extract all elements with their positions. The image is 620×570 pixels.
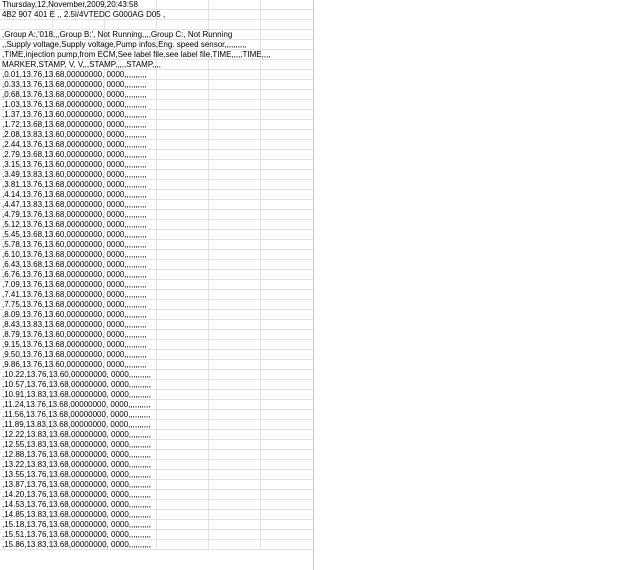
column-gridline	[260, 0, 261, 9]
sheet-row[interactable]	[0, 400, 313, 410]
column-gridline	[208, 300, 209, 309]
column-gridline	[260, 230, 261, 239]
cell-text[interactable]: ,10.57,13.76,13.68,00000000, 0000,,,,,,,,,,	[2, 380, 152, 389]
sheet-row[interactable]	[0, 530, 313, 540]
sheet-row[interactable]	[0, 20, 313, 30]
sheet-row[interactable]	[0, 380, 313, 390]
column-gridline	[208, 340, 209, 349]
column-gridline	[260, 490, 261, 499]
column-gridline	[260, 480, 261, 489]
sheet-row[interactable]	[0, 10, 313, 20]
column-gridline	[156, 70, 157, 79]
sheet-row[interactable]	[0, 500, 313, 510]
column-gridline	[156, 360, 157, 369]
sheet-row[interactable]	[0, 60, 313, 70]
column-gridline	[104, 20, 105, 29]
column-gridline	[260, 180, 261, 189]
cell-text[interactable]: ,9.86,13.76,13.60,00000000, 0000,,,,,,,,,,	[2, 360, 147, 369]
cell-text[interactable]: ,13.55,13.76,13.68,00000000, 0000,,,,,,,,,,	[2, 470, 152, 479]
column-gridline	[208, 390, 209, 399]
sheet-row[interactable]	[0, 350, 313, 360]
column-gridline	[260, 350, 261, 359]
column-gridline	[260, 330, 261, 339]
column-gridline	[156, 440, 157, 449]
column-gridline	[260, 30, 261, 39]
sheet-row[interactable]	[0, 300, 313, 310]
column-gridline	[260, 110, 261, 119]
column-gridline	[260, 210, 261, 219]
sheet-row[interactable]	[0, 480, 313, 490]
column-gridline	[208, 370, 209, 379]
column-gridline	[260, 440, 261, 449]
column-gridline	[156, 170, 157, 179]
cell-text[interactable]: ,3.81,13.76,13.68,00000000, 0000,,,,,,,,,,	[2, 180, 147, 189]
column-gridline	[156, 90, 157, 99]
column-gridline	[208, 410, 209, 419]
sheet-row[interactable]	[0, 280, 313, 290]
column-gridline	[208, 130, 209, 139]
cell-text[interactable]: ,15.51,13.76,13.68,00000000, 0000,,,,,,,,,,	[2, 530, 152, 539]
cell-text[interactable]: 4B2 907 401 E ,, 2.5l/4VTEDC G000AG D05 ,	[2, 10, 166, 19]
column-gridline	[260, 310, 261, 319]
column-gridline	[260, 520, 261, 529]
column-gridline	[208, 210, 209, 219]
cell-text[interactable]: ,0.01,13.76,13.68,00000000, 0000,,,,,,,,,,	[2, 70, 147, 79]
column-gridline	[260, 420, 261, 429]
column-gridline	[156, 330, 157, 339]
column-gridline	[208, 240, 209, 249]
cell-text[interactable]: ,Group A:,'018,,,Group B:', Not Running,,,,Group C:, Not Running	[2, 30, 233, 39]
cell-text[interactable]: ,6.76,13.76,13.68,00000000, 0000,,,,,,,,,,	[2, 270, 147, 279]
column-gridline	[156, 340, 157, 349]
column-gridline	[260, 240, 261, 249]
column-gridline	[260, 380, 261, 389]
cell-text[interactable]: ,11.89,13.83,13.68,00000000, 0000,,,,,,,,,,	[2, 420, 151, 429]
column-gridline	[156, 260, 157, 269]
column-gridline	[260, 140, 261, 149]
column-gridline	[260, 510, 261, 519]
column-gridline	[208, 150, 209, 159]
cell-text[interactable]: ,1.72,13.68,13.68,00000000, 0000,,,,,,,,,,	[2, 120, 147, 129]
column-gridline	[260, 270, 261, 279]
cell-text[interactable]: ,5.12,13.76,13.68,00000000, 0000,,,,,,,,,,	[2, 220, 147, 229]
sheet-row[interactable]	[0, 80, 313, 90]
column-gridline	[208, 500, 209, 509]
sheet-row[interactable]	[0, 390, 313, 400]
column-gridline	[156, 410, 157, 419]
column-gridline	[208, 320, 209, 329]
column-gridline	[156, 210, 157, 219]
column-gridline	[156, 110, 157, 119]
cell-text[interactable]: ,9.50,13.76,13.68,00000000, 0000,,,,,,,,,,	[2, 350, 147, 359]
cell-text[interactable]: ,10.91,13.83,13.68,00000000, 0000,,,,,,,,,,	[2, 390, 152, 399]
cell-text[interactable]: ,14.85,13.83,13.68,00000000, 0000,,,,,,,,,,	[2, 510, 152, 519]
column-gridline	[260, 370, 261, 379]
column-gridline	[208, 350, 209, 359]
cell-text[interactable]: ,6.10,13.76,13.68,00000000, 0000,,,,,,,,,,	[2, 250, 147, 259]
column-gridline	[156, 530, 157, 539]
column-gridline	[208, 430, 209, 439]
column-gridline	[208, 260, 209, 269]
column-gridline	[156, 430, 157, 439]
column-gridline	[156, 320, 157, 329]
column-gridline	[208, 470, 209, 479]
column-gridline	[208, 220, 209, 229]
sheet-row[interactable]	[0, 250, 313, 260]
column-gridline	[208, 450, 209, 459]
cell-text[interactable]: ,8.43,13.83,13.68,00000000, 0000,,,,,,,,,,	[2, 320, 147, 329]
column-gridline	[260, 90, 261, 99]
column-gridline	[260, 290, 261, 299]
column-gridline	[156, 180, 157, 189]
sheet-row[interactable]	[0, 230, 313, 240]
column-gridline	[260, 400, 261, 409]
column-gridline	[260, 150, 261, 159]
column-gridline	[156, 240, 157, 249]
sheet-row[interactable]	[0, 100, 313, 110]
column-gridline	[156, 270, 157, 279]
cell-text[interactable]: ,9.15,13.76,13.68,00000000, 0000,,,,,,,,,,	[2, 340, 147, 349]
cell-text[interactable]: ,12.22,13.83,13.68,00000000, 0000,,,,,,,,,,	[2, 430, 152, 439]
column-gridline	[260, 460, 261, 469]
column-gridline	[260, 530, 261, 539]
column-gridline	[156, 500, 157, 509]
column-gridline	[208, 250, 209, 259]
column-gridline	[208, 380, 209, 389]
column-gridline	[208, 440, 209, 449]
sheet-row[interactable]	[0, 190, 313, 200]
column-gridline	[208, 480, 209, 489]
sheet-edge-divider	[313, 0, 314, 570]
cell-text[interactable]: ,3.49,13.83,13.60,00000000, 0000,,,,,,,,,,	[2, 170, 147, 179]
column-gridline	[208, 460, 209, 469]
sheet-row[interactable]	[0, 130, 313, 140]
column-gridline	[156, 470, 157, 479]
cell-text[interactable]: ,12.88,13.76,13.68,00000000, 0000,,,,,,,,,,	[2, 450, 152, 459]
column-gridline	[260, 20, 261, 29]
column-gridline	[156, 490, 157, 499]
cell-text[interactable]: ,7.09,13.76,13.68,00000000, 0000,,,,,,,,,,	[2, 280, 147, 289]
column-gridline	[156, 250, 157, 259]
cell-text[interactable]: ,TIME,injection pump,from ECM,See label file,see label file,TIME,,,,,TIME,,,,	[2, 50, 271, 59]
column-gridline	[208, 160, 209, 169]
cell-text[interactable]: ,1.03,13.76,13.68,00000000, 0000,,,,,,,,,,	[2, 100, 147, 109]
column-gridline	[260, 430, 261, 439]
column-gridline	[156, 350, 157, 359]
column-gridline	[208, 110, 209, 119]
column-gridline	[208, 190, 209, 199]
column-gridline	[156, 280, 157, 289]
column-gridline	[260, 190, 261, 199]
column-gridline	[260, 500, 261, 509]
column-gridline	[208, 180, 209, 189]
cell-text[interactable]: ,15.18,13.76,13.68,00000000, 0000,,,,,,,,,,	[2, 520, 152, 529]
column-gridline	[260, 360, 261, 369]
cell-text[interactable]: ,0.33,13.76,13.68,00000000, 0000,,,,,,,,,,	[2, 80, 147, 89]
column-gridline	[208, 200, 209, 209]
sheet-row[interactable]	[0, 290, 313, 300]
column-gridline	[156, 190, 157, 199]
sheet-row[interactable]	[0, 450, 313, 460]
column-gridline	[260, 250, 261, 259]
column-gridline	[208, 270, 209, 279]
cell-text[interactable]: ,15.86,13.83,13.68,00000000, 0000,,,,,,,,,,	[2, 540, 152, 549]
column-gridline	[260, 340, 261, 349]
cell-text[interactable]: ,7.75,13.76,13.68,00000000, 0000,,,,,,,,,,	[2, 300, 147, 309]
column-gridline	[208, 100, 209, 109]
sheet-row[interactable]	[0, 180, 313, 190]
column-gridline	[156, 150, 157, 159]
sheet-row[interactable]	[0, 470, 313, 480]
column-gridline	[208, 490, 209, 499]
column-gridline	[260, 300, 261, 309]
sheet-row[interactable]	[0, 170, 313, 180]
column-gridline	[208, 90, 209, 99]
column-gridline	[52, 20, 53, 29]
cell-text[interactable]: Thursday,12,November,2009,20:43:58	[2, 0, 138, 9]
column-gridline	[260, 60, 261, 69]
cell-text[interactable]: ,0.68,13.76,13.68,00000000, 0000,,,,,,,,,,	[2, 90, 147, 99]
column-gridline	[208, 10, 209, 19]
sheet-row[interactable]	[0, 420, 313, 430]
sheet-row[interactable]	[0, 460, 313, 470]
cell-text[interactable]: ,14.53,13.76,13.68,00000000, 0000,,,,,,,,,,	[2, 500, 152, 509]
sheet-row[interactable]	[0, 110, 313, 120]
sheet-row[interactable]	[0, 320, 313, 330]
sheet-row[interactable]	[0, 340, 313, 350]
cell-text[interactable]: ,2.44,13.76,13.68,00000000, 0000,,,,,,,,,,	[2, 140, 147, 149]
column-gridline	[208, 230, 209, 239]
sheet-row[interactable]	[0, 140, 313, 150]
cell-text[interactable]: ,10.22,13.76,13.60,00000000, 0000,,,,,,,,,,	[2, 370, 152, 379]
sheet-row[interactable]	[0, 430, 313, 440]
cell-text[interactable]: ,,Supply voltage,Supply voltage,Pump infos,Eng. speed sensor,,,,,,,,,,	[2, 40, 247, 49]
sheet-row[interactable]	[0, 490, 313, 500]
column-gridline	[208, 510, 209, 519]
column-gridline	[208, 310, 209, 319]
sheet-row[interactable]	[0, 0, 313, 10]
column-gridline	[156, 480, 157, 489]
sheet-row[interactable]	[0, 200, 313, 210]
column-gridline	[208, 520, 209, 529]
cell-text[interactable]: ,12.55,13.83,13.68,00000000, 0000,,,,,,,,,,	[2, 440, 152, 449]
column-gridline	[208, 360, 209, 369]
column-gridline	[260, 120, 261, 129]
column-gridline	[208, 140, 209, 149]
column-gridline	[156, 540, 157, 549]
cell-text[interactable]: ,4.14,13.76,13.68,00000000, 0000,,,,,,,,,,	[2, 190, 147, 199]
sheet-row[interactable]	[0, 90, 313, 100]
sheet-row[interactable]	[0, 160, 313, 170]
column-gridline	[260, 40, 261, 49]
column-gridline	[260, 450, 261, 459]
column-gridline	[208, 0, 209, 9]
cell-text[interactable]: ,5.78,13.76,13.60,00000000, 0000,,,,,,,,,,	[2, 240, 147, 249]
column-gridline	[208, 70, 209, 79]
cell-text[interactable]: ,13.22,13.83,13.68,00000000, 0000,,,,,,,,,,	[2, 460, 152, 469]
sheet-row[interactable]	[0, 70, 313, 80]
sheet-row[interactable]	[0, 260, 313, 270]
column-gridline	[156, 510, 157, 519]
column-gridline	[260, 320, 261, 329]
cell-text[interactable]: ,13.87,13.76,13.68,00000000, 0000,,,,,,,,,,	[2, 480, 152, 489]
column-gridline	[260, 410, 261, 419]
column-gridline	[260, 70, 261, 79]
column-gridline	[260, 540, 261, 549]
sheet-row[interactable]	[0, 330, 313, 340]
cell-text[interactable]: ,7.41,13.76,13.68,00000000, 0000,,,,,,,,,,	[2, 290, 147, 299]
column-gridline	[156, 520, 157, 529]
column-gridline	[156, 160, 157, 169]
sheet-row[interactable]	[0, 520, 313, 530]
sheet-row[interactable]	[0, 370, 313, 380]
cell-text[interactable]: ,11.56,13.76,13.68,00000000, 0000,,,,,,,,,,	[2, 410, 151, 419]
cell-text[interactable]: ,8.79,13.76,13.60,00000000, 0000,,,,,,,,,,	[2, 330, 147, 339]
column-gridline	[156, 140, 157, 149]
cell-text[interactable]: ,8.09,13.76,13.60,00000000, 0000,,,,,,,,,,	[2, 310, 147, 319]
cell-text[interactable]: ,5.45,13.68,13.60,00000000, 0000,,,,,,,,,,	[2, 230, 147, 239]
column-gridline	[208, 540, 209, 549]
cell-text[interactable]: ,3.15,13.76,13.60,00000000, 0000,,,,,,,,,,	[2, 160, 147, 169]
column-gridline	[260, 220, 261, 229]
column-gridline	[260, 390, 261, 399]
column-gridline	[208, 420, 209, 429]
column-gridline	[208, 120, 209, 129]
column-gridline	[156, 130, 157, 139]
column-gridline	[156, 400, 157, 409]
cell-text[interactable]: ,1.37,13.76,13.60,00000000, 0000,,,,,,,,,,	[2, 110, 147, 119]
sheet-row[interactable]	[0, 360, 313, 370]
sheet-row[interactable]	[0, 120, 313, 130]
sheet-row[interactable]	[0, 210, 313, 220]
column-gridline	[156, 220, 157, 229]
sheet-row[interactable]	[0, 510, 313, 520]
column-gridline	[260, 100, 261, 109]
column-gridline	[156, 390, 157, 399]
column-gridline	[156, 80, 157, 89]
sheet-row[interactable]	[0, 220, 313, 230]
column-gridline	[156, 0, 157, 9]
column-gridline	[260, 160, 261, 169]
column-gridline	[208, 290, 209, 299]
column-gridline	[156, 420, 157, 429]
column-gridline	[208, 170, 209, 179]
sheet-row[interactable]	[0, 50, 313, 60]
cell-text[interactable]: ,4.79,13.76,13.68,00000000, 0000,,,,,,,,,,	[2, 210, 147, 219]
column-gridline	[208, 280, 209, 289]
column-gridline	[260, 10, 261, 19]
cell-text[interactable]: ,14.20,13.76,13.68,00000000, 0000,,,,,,,,,,	[2, 490, 152, 499]
cell-text[interactable]: ,2.08,13.83,13.60,00000000, 0000,,,,,,,,,,	[2, 130, 147, 139]
column-gridline	[156, 450, 157, 459]
sheet-row[interactable]	[0, 440, 313, 450]
cell-text[interactable]: ,2.79,13.68,13.60,00000000, 0000,,,,,,,,,,	[2, 150, 147, 159]
column-gridline	[208, 400, 209, 409]
cell-text[interactable]: ,6.43,13.68,13.68,00000000, 0000,,,,,,,,,,	[2, 260, 147, 269]
column-gridline	[156, 380, 157, 389]
column-gridline	[156, 290, 157, 299]
cell-text[interactable]: MARKER,STAMP, V, V,,,STAMP,,,,,STAMP,,,,	[2, 60, 162, 69]
column-gridline	[260, 130, 261, 139]
column-gridline	[156, 370, 157, 379]
column-gridline	[208, 530, 209, 539]
sheet-row[interactable]	[0, 30, 313, 40]
sheet-row[interactable]	[0, 240, 313, 250]
sheet-row[interactable]	[0, 150, 313, 160]
sheet-row[interactable]	[0, 540, 313, 550]
column-gridline	[260, 470, 261, 479]
column-gridline	[260, 280, 261, 289]
column-gridline	[156, 310, 157, 319]
column-gridline	[156, 200, 157, 209]
column-gridline	[260, 80, 261, 89]
column-gridline	[156, 120, 157, 129]
column-gridline	[208, 80, 209, 89]
column-gridline	[156, 20, 157, 29]
sheet-row[interactable]	[0, 410, 313, 420]
cell-text[interactable]: ,4.47,13.83,13.68,00000000, 0000,,,,,,,,,,	[2, 200, 147, 209]
cell-text[interactable]: ,11.24,13.76,13.68,00000000, 0000,,,,,,,,,,	[2, 400, 151, 409]
column-gridline	[260, 260, 261, 269]
column-gridline	[260, 170, 261, 179]
column-gridline	[208, 330, 209, 339]
column-gridline	[156, 300, 157, 309]
column-gridline	[156, 230, 157, 239]
column-gridline	[208, 20, 209, 29]
sheet-row[interactable]	[0, 40, 313, 50]
sheet-row[interactable]	[0, 310, 313, 320]
column-gridline	[260, 200, 261, 209]
column-gridline	[208, 60, 209, 69]
sheet-row[interactable]	[0, 270, 313, 280]
column-gridline	[156, 100, 157, 109]
column-gridline	[156, 460, 157, 469]
